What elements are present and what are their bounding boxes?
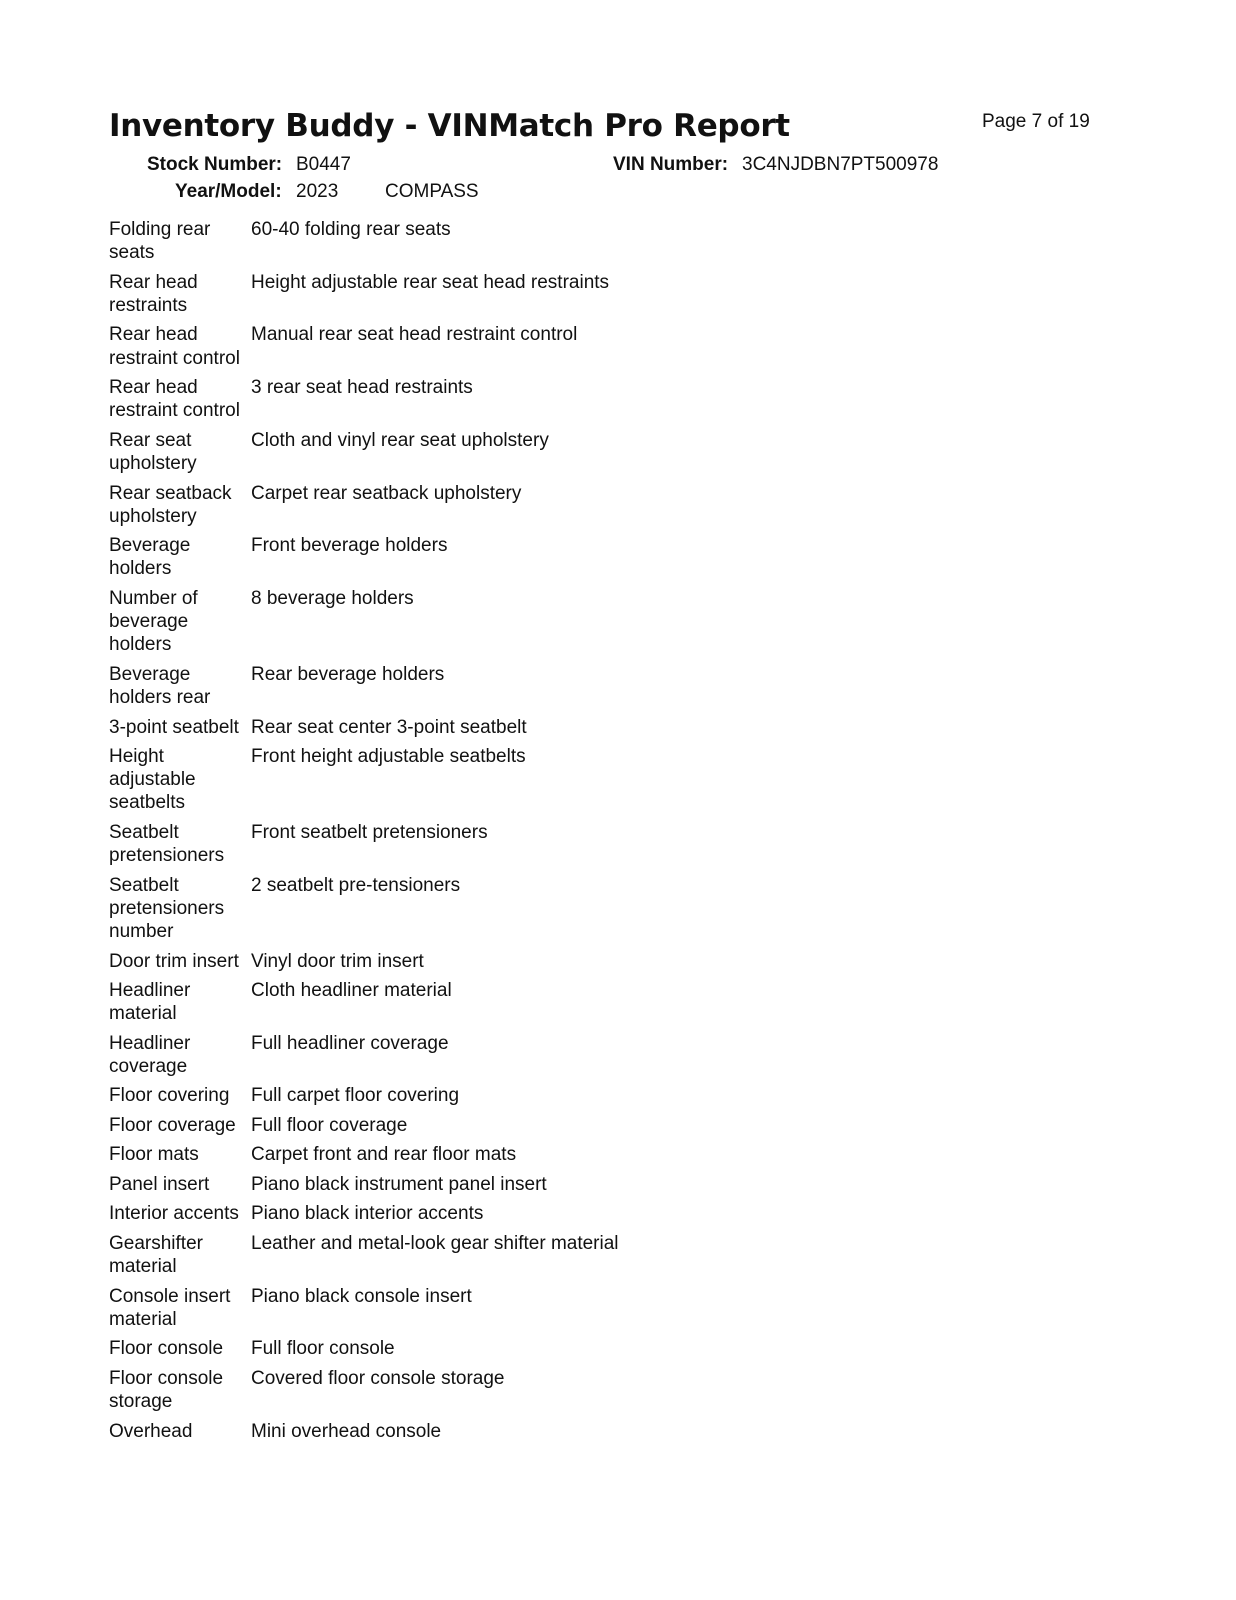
feature-label: Rear head restraint control xyxy=(109,377,240,422)
feature-row xyxy=(109,1084,709,1107)
feature-row xyxy=(109,271,709,317)
feature-row xyxy=(109,1032,709,1078)
feature-row xyxy=(109,874,709,944)
feature-value: Front seatbelt pretensioners xyxy=(251,821,488,843)
feature-value: 2 seatbelt pre-tensioners xyxy=(251,874,461,896)
feature-label: Seatbelt pretensioners xyxy=(109,821,225,867)
feature-row xyxy=(109,323,709,369)
feature-row xyxy=(109,821,709,867)
feature-row xyxy=(109,429,709,475)
feature-value: Cloth headliner material xyxy=(251,980,452,1002)
year-value: 2023 xyxy=(296,181,339,202)
feature-row xyxy=(109,1337,709,1360)
feature-value: Full carpet floor covering xyxy=(251,1085,460,1107)
feature-value: Front height adjustable seatbelts xyxy=(251,746,526,768)
model-value: COMPASS xyxy=(385,181,479,202)
feature-row xyxy=(109,482,709,528)
feature-row xyxy=(109,1367,709,1413)
report-title: Inventory Buddy - VINMatch Pro Report xyxy=(109,108,790,144)
feature-label: Floor console storage xyxy=(109,1367,224,1413)
feature-value: Front beverage holders xyxy=(251,535,448,557)
feature-label: Floor console xyxy=(109,1338,224,1360)
feature-value: Height adjustable rear seat head restraints xyxy=(251,271,610,293)
feature-value: Piano black interior accents xyxy=(251,1203,484,1225)
feature-label: Rear seat upholstery xyxy=(109,429,197,475)
feature-label: Headliner coverage xyxy=(109,1032,191,1077)
feature-row xyxy=(109,1173,709,1196)
feature-value: 8 beverage holders xyxy=(251,587,414,609)
feature-value: Covered floor console storage xyxy=(251,1367,505,1389)
feature-value: Carpet front and rear floor mats xyxy=(251,1144,517,1166)
feature-row xyxy=(109,1143,709,1166)
feature-row xyxy=(109,1202,709,1225)
feature-label: Floor covering xyxy=(109,1085,230,1107)
feature-row xyxy=(109,218,709,264)
feature-label: Folding rear seats xyxy=(109,219,211,264)
feature-row xyxy=(109,979,709,1025)
feature-label: Console insert material xyxy=(109,1285,231,1330)
feature-label: Floor mats xyxy=(109,1144,199,1166)
feature-row xyxy=(109,1114,709,1137)
feature-value: Manual rear seat head restraint control xyxy=(251,324,578,346)
feature-value: Rear seat center 3-point seatbelt xyxy=(251,716,527,738)
feature-value: Cloth and vinyl rear seat upholstery xyxy=(251,429,549,451)
feature-list xyxy=(109,218,709,1449)
feature-row xyxy=(109,1232,709,1278)
vin-number-value: 3C4NJDBN7PT500978 xyxy=(742,154,939,175)
feature-label: Panel insert xyxy=(109,1173,210,1195)
feature-value: Vinyl door trim insert xyxy=(251,950,424,972)
feature-label: Gearshifter material xyxy=(109,1232,203,1278)
feature-label: Rear seatback upholstery xyxy=(109,482,232,527)
feature-value: Piano black console insert xyxy=(251,1285,472,1307)
feature-label: Seatbelt pretensioners number xyxy=(109,874,225,943)
feature-label: Interior accents xyxy=(109,1203,239,1225)
feature-row xyxy=(109,1285,709,1331)
feature-label: Beverage holders rear xyxy=(109,663,211,709)
feature-value: Leather and metal-look gear shifter material xyxy=(251,1232,619,1254)
feature-row xyxy=(109,1420,709,1443)
feature-label: Rear head restraint control xyxy=(109,324,240,369)
feature-value: Carpet rear seatback upholstery xyxy=(251,482,522,504)
feature-row xyxy=(109,745,709,815)
feature-value: Full floor coverage xyxy=(251,1114,408,1136)
feature-label: Rear head restraints xyxy=(109,271,198,316)
feature-label: Overhead xyxy=(109,1420,193,1442)
feature-label: Beverage holders xyxy=(109,535,191,580)
feature-value: 3 rear seat head restraints xyxy=(251,377,473,399)
feature-row xyxy=(109,663,709,709)
year-model-label: Year/Model: xyxy=(175,181,282,202)
page-indicator: Page 7 of 19 xyxy=(982,111,1090,132)
feature-value: 60-40 folding rear seats xyxy=(251,219,451,240)
feature-value: Piano black instrument panel insert xyxy=(251,1173,547,1195)
feature-value: Full floor console xyxy=(251,1338,395,1360)
feature-label: 3-point seatbelt xyxy=(109,716,239,738)
feature-row xyxy=(109,950,709,973)
stock-number-label: Stock Number: xyxy=(147,154,283,175)
feature-row xyxy=(109,587,709,657)
feature-label: Height adjustable seatbelts xyxy=(109,746,196,814)
feature-row xyxy=(109,376,709,422)
feature-label: Door trim insert xyxy=(109,950,239,972)
feature-label: Headliner material xyxy=(109,980,191,1025)
feature-value: Full headliner coverage xyxy=(251,1032,449,1054)
feature-row xyxy=(109,716,709,739)
feature-label: Number of beverage holders xyxy=(109,587,198,656)
vin-number-label: VIN Number: xyxy=(613,154,729,175)
stock-number-value: B0447 xyxy=(296,154,351,175)
feature-value: Mini overhead console xyxy=(251,1420,442,1442)
feature-row xyxy=(109,534,709,580)
feature-label: Floor coverage xyxy=(109,1114,236,1136)
feature-value: Rear beverage holders xyxy=(251,663,445,685)
